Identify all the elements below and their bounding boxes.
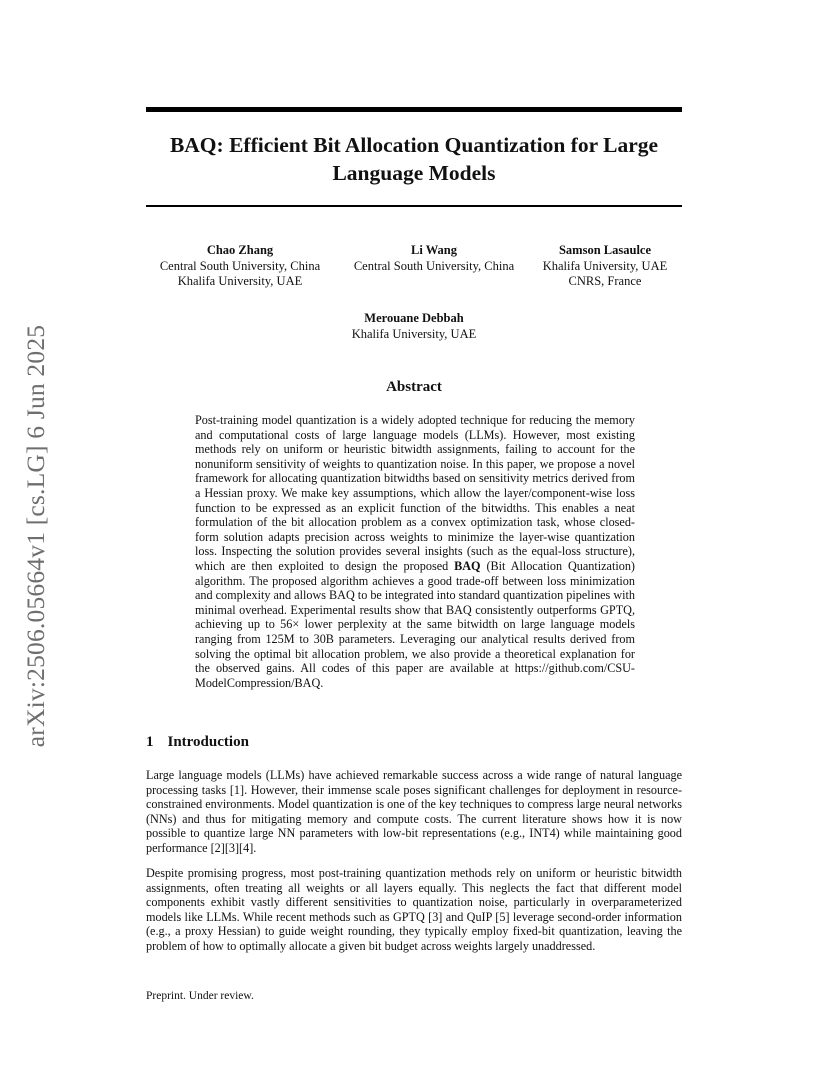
title-bottom-rule	[146, 205, 682, 207]
author-name: Merouane Debbah	[364, 311, 464, 325]
paper-title: BAQ: Efficient Bit Allocation Quantization for Large Language Models	[169, 133, 659, 185]
baq-term: BAQ	[454, 558, 481, 573]
section-heading	[146, 734, 249, 751]
author-name: Li Wang	[411, 243, 457, 257]
preprint-note: Preprint. Under review.	[146, 990, 254, 1002]
author-name: Chao Zhang	[206, 243, 274, 257]
title-top-rule	[146, 107, 682, 112]
author-block	[146, 243, 334, 290]
abstract-heading: Abstract	[386, 379, 442, 395]
author-affiliation: Central South University, China	[159, 258, 321, 273]
section-title: Introduction	[167, 734, 249, 750]
intro-paragraph: Large language models (LLMs) have achieved remarkable success across a wide range of natural language processing tasks [1]. However, their immense scale poses significant challenges for deployment in resource-constrained environments. Model quantization is one of the key techniques to compress large neural networks (NNs) and thus for mitigating memory and compute costs. The current literature shows how it is now possible to quantize large NN parameters with low-bit representations (e.g., INT4) while maintaining good performance [2][3][4].	[146, 768, 682, 855]
intro-paragraph: Despite promising progress, most post-training quantization methods rely on uniform or heuristic bitwidth assignments, often treating all weights or all layers equally. This neglects the fact that different model components exhibit vastly different sensitivities to quantization noise, particularly in overparameterized models like LLMs. While recent methods such as GPTQ [3] and QuIP [5] leverage second-order information (e.g., a proxy Hessian) to guide weight rounding, they typically employ fixed-bit quantization, leaving the problem of how to optimally allocate a given bit budget across weights largely unaddressed.	[146, 866, 682, 953]
abstract-text-part: (Bit Allocation Quantization) algorithm. The proposed algorithm achieves a good trade-off between loss minimization and complexity and allows BAQ to be integrated into standard quantization pipelines with minimal overhead. Experimental results show that BAQ consistently outperforms GPTQ, achieving up to 56× lower perplexity at the same bitwidth on large language models ranging from 125M to 30B parameters. Leveraging our analytical results derived from solving the optimal bit allocation problem, we also provide a theoretical explanation for the observed gains. All codes of this paper are available at https://github.com/CSU-ModelCompression/BAQ.	[195, 558, 636, 690]
author-affiliation: CNRS, France	[568, 274, 642, 288]
author-block	[340, 243, 528, 274]
abstract-text	[195, 413, 635, 690]
section-number: 1	[146, 734, 154, 750]
author-affiliation: Khalifa University, UAE	[351, 326, 477, 341]
author-affiliation: Khalifa University, UAE	[542, 258, 668, 273]
author-affiliation: Khalifa University, UAE	[177, 274, 303, 288]
arxiv-identifier: arXiv:2506.05664v1 [cs.LG] 6 Jun 2025	[21, 324, 50, 748]
author-block	[520, 243, 690, 290]
abstract-text-part: Post-training model quantization is a widely adopted technique for reducing the memory and computational costs of large language models (LLMs). However, most existing methods rely on uniform or heuristic bitwidth assignments, failing to account for the nonuniform sensitivity of weights to quantization noise. In this paper, we propose a novel framework for allocating quantization bitwidths based on sensitivity metrics derived from a Hessian proxy. We make key assumptions, which allow the layer/component-wise loss function to be expressed as an explicit function of the bitwidths. This enables a neat formulation of the bit allocation problem as a convex optimization task, whose closed-form solution adapts precision across weights to minimize the layer-wise quantization loss. Inspecting the solution provides several insights (such as the equal-loss structure), which are then exploited to design the proposed	[195, 413, 635, 573]
author-affiliation: Central South University, China	[353, 258, 515, 273]
author-block	[320, 311, 508, 342]
author-name: Samson Lasaulce	[558, 243, 652, 257]
